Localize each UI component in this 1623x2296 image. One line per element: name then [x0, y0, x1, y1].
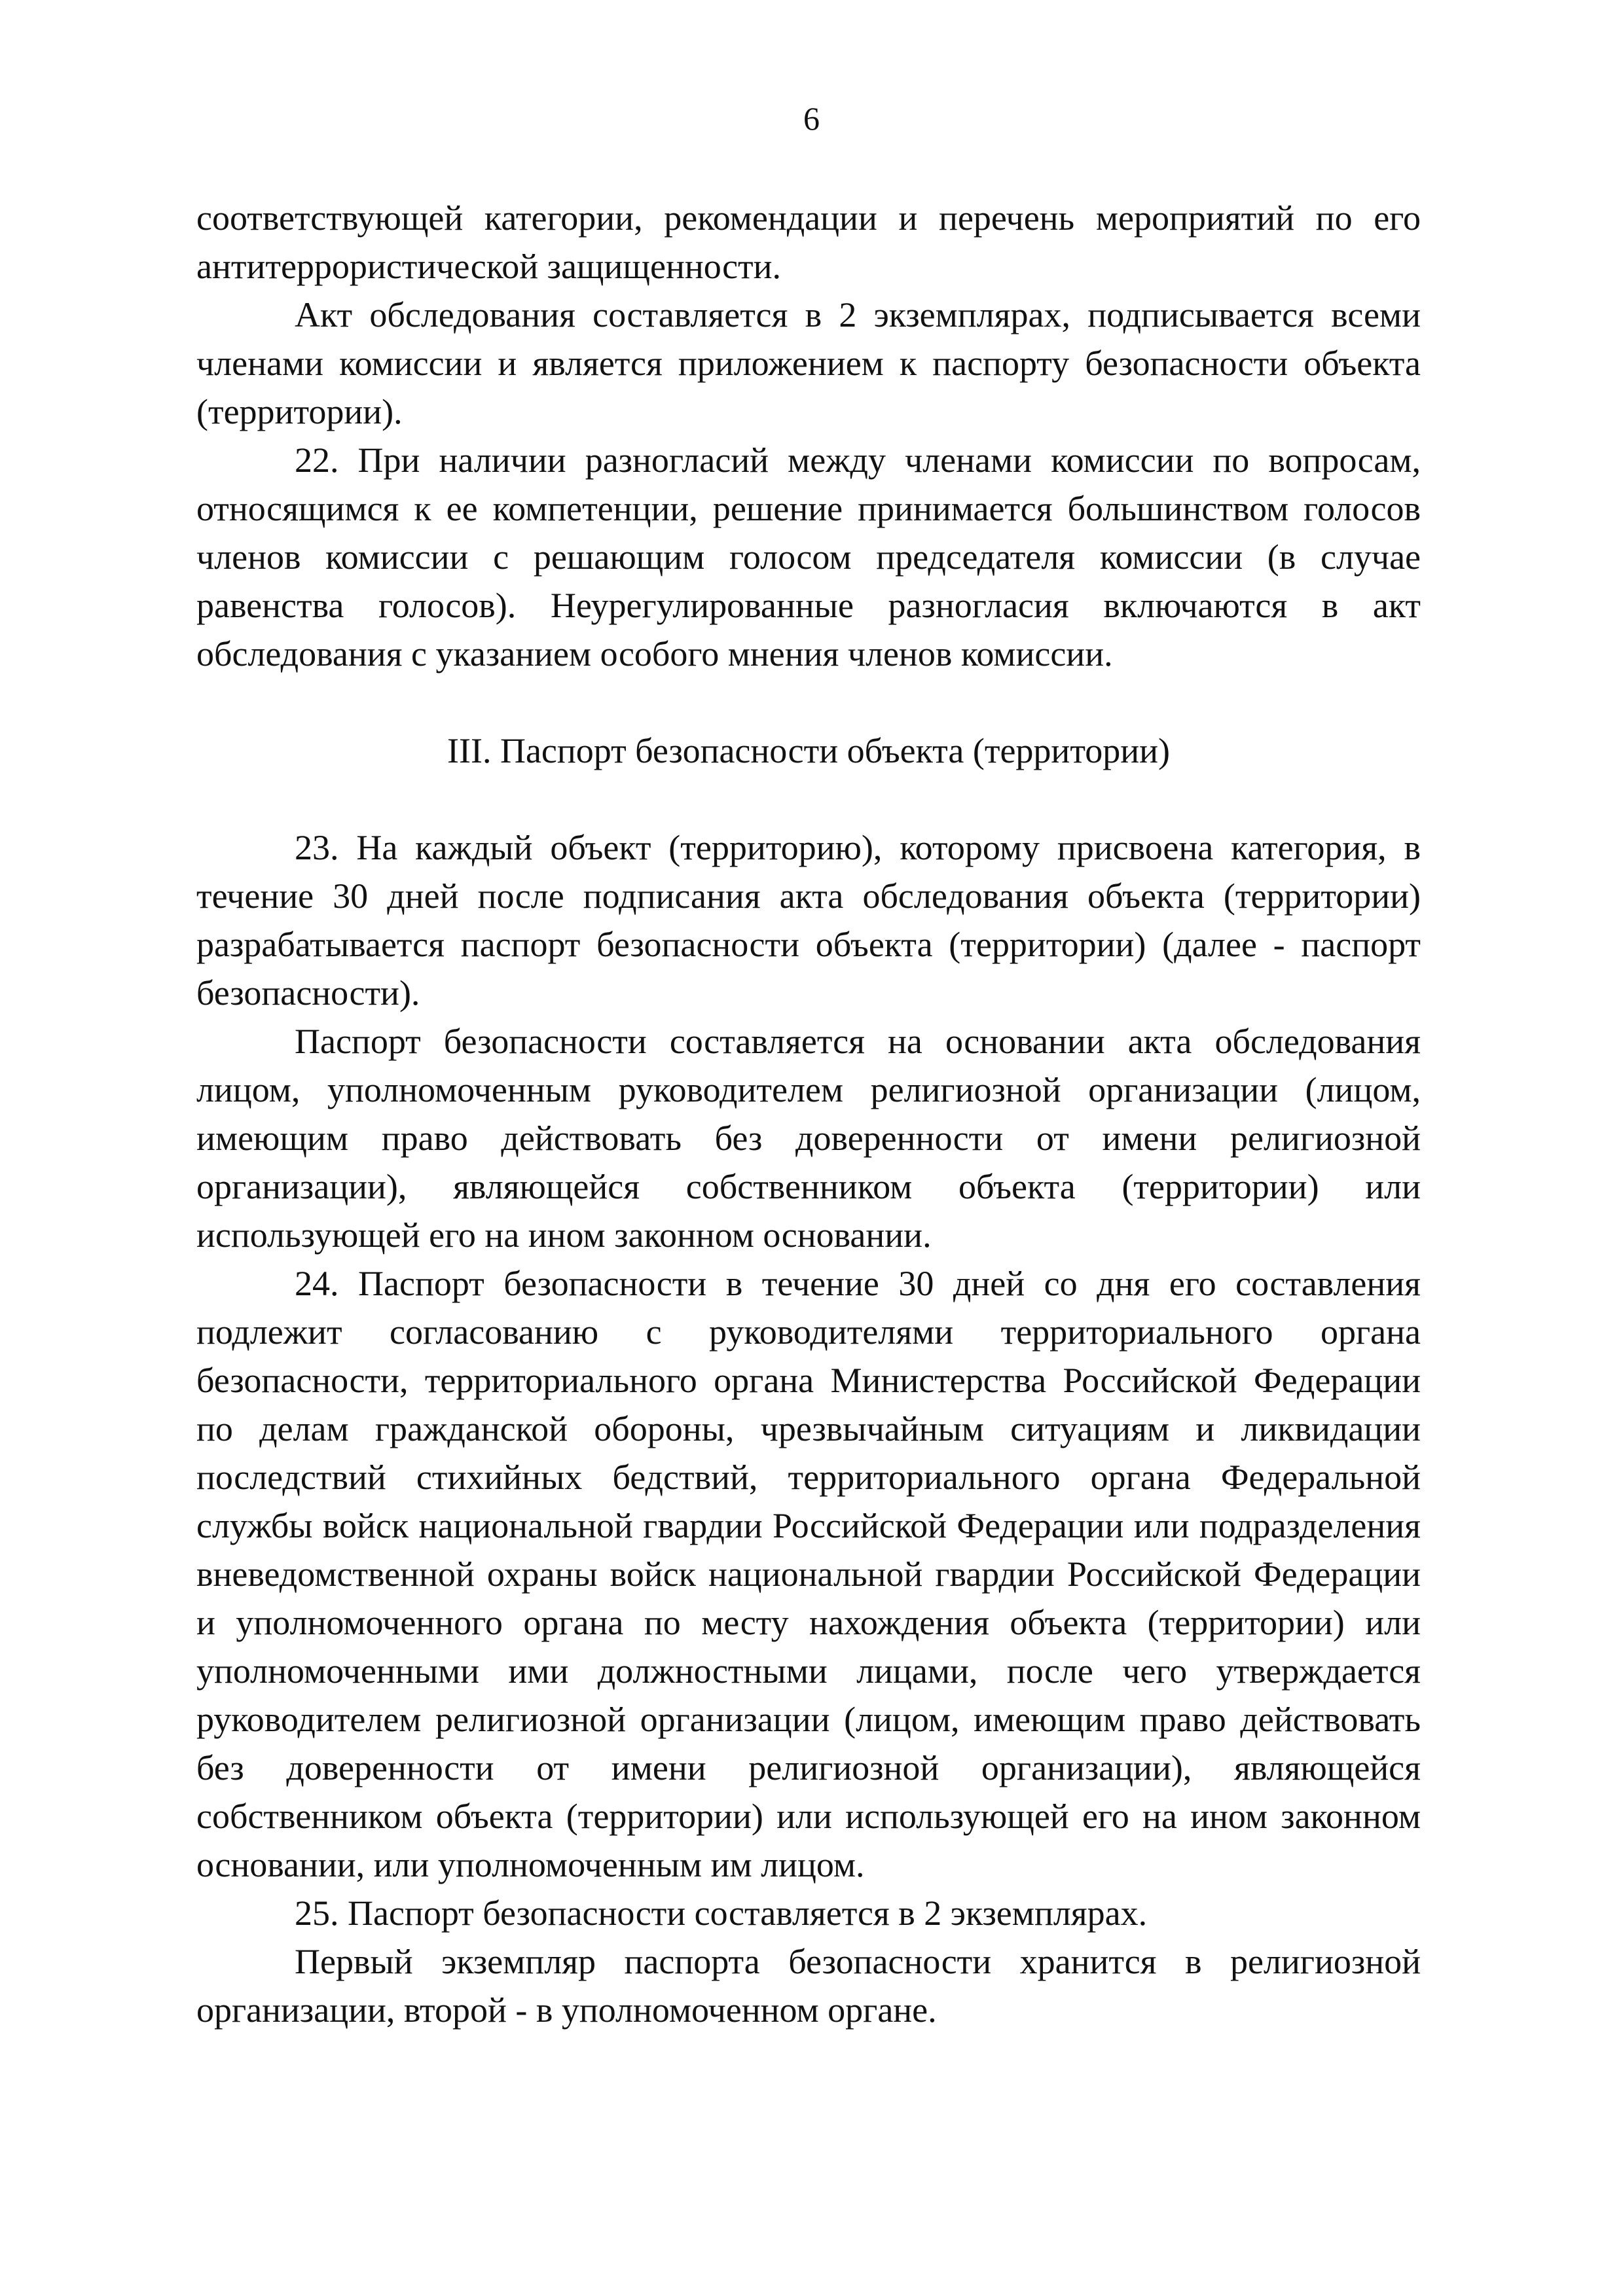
- paragraph-22: 22. При наличии разногласий между членами комиссии по вопросам, относящимся к ее компетенции, решение принимается большинством голосов членов комиссии с решающим голосом председателя комиссии (в случае равенства голосов). Неурегулированные разногласия включаются в акт обследования с указанием особого мнения членов комиссии.: [196, 440, 1421, 673]
- paragraph-act-copies: Акт обследования составляется в 2 экземплярах, подписывается всеми членами комиссии и является приложением к паспорту безопасности объекта (территории).: [196, 295, 1421, 431]
- paragraph-23: 23. На каждый объект (территорию), которому присвоена категория, в течение 30 дней после подписания акта обследования объекта (территории) разрабатывается паспорт безопасности объекта (территории) (далее - паспорт безопасности).: [196, 828, 1421, 1013]
- section-heading: III. Паспорт безопасности объекта (территории): [447, 731, 1170, 770]
- paragraph-passport-basis: Паспорт безопасности составляется на основании акта обследования лицом, уполномоченным руководителем религиозной организации (лицом, имеющим право действовать без доверенности от имени религиозной организации), являющейся собственником объекта (территории) или использующей его на ином законном основании.: [196, 1022, 1421, 1255]
- page-number: 6: [803, 100, 820, 137]
- paragraph-copies-storage: Первый экземпляр паспорта безопасности хранится в религиозной организации, второй - в уполномоченном органе.: [196, 1942, 1421, 2030]
- document-body: [196, 194, 1421, 2034]
- paragraph-continuation: соответствующей категории, рекомендации и перечень мероприятий по его антитеррористической защищенности.: [196, 198, 1421, 286]
- paragraph-24: 24. Паспорт безопасности в течение 30 дней со дня его составления подлежит согласованию с руководителями территориального органа безопасности, территориального органа Министерства Российской Федерации по делам гражданской обороны, чрезвычайным ситуациям и ликвидации последствий стихийных бедствий, территориального органа Федеральной службы войск национальной гвардии Российской Федерации или подразделения вневедомственной охраны войск национальной гвардии Российской Федерации и уполномоченного органа по месту нахождения объекта (территории) или уполномоченными ими должностными лицами, после чего утверждается руководителем религиозной организации (лицом, имеющим право действовать без доверенности от имени религиозной организации), являющейся собственником объекта (территории) или использующей его на ином законном основании, или уполномоченным им лицом.: [196, 1264, 1421, 1884]
- paragraph-25: 25. Паспорт безопасности составляется в 2 экземплярах.: [295, 1893, 1148, 1933]
